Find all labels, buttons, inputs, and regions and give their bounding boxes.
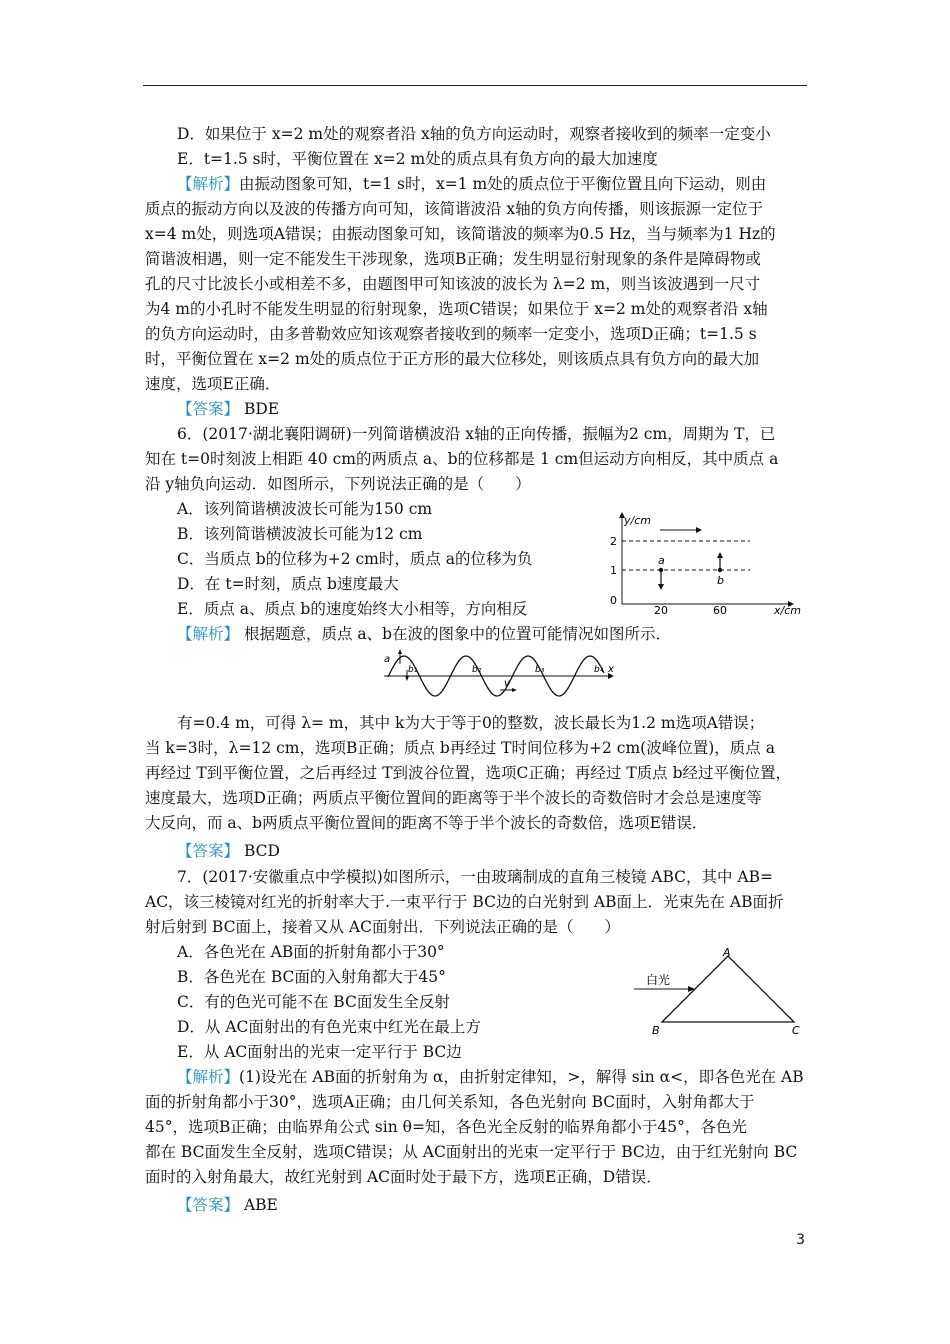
prism-figure bbox=[632, 948, 812, 1040]
line-text: 由振动图象可知，t=1 s时，x=1 m处的质点位于平衡位置且向下运动，则由 bbox=[239, 175, 767, 193]
line-text: D．如果位于 x=2 m处的观察者沿 x轴的负方向运动时，观察者接收到的频率一定变小 bbox=[177, 125, 771, 143]
line-text: 7．(2017·安徽重点中学模拟)如图所示，一由玻璃制成的直角三棱镜 ABC，其中 AB= bbox=[177, 868, 773, 886]
line-text: (1)设光在 AB面的折射角为 α，由折射定律知，>，解得 sin α<，即各色光在 AB bbox=[239, 1068, 804, 1086]
section-tag: 【答案】 bbox=[177, 400, 240, 418]
text-line bbox=[177, 598, 527, 620]
line-text: 孔的尺寸比波长小或相差不多，由题图甲可知该波的波长为 λ=2 m，则当该波遇到一尺寸 bbox=[145, 275, 761, 293]
line-text: C．有的色光可能不在 BC面发生全反射 bbox=[177, 993, 450, 1011]
section-tag: 【答案】 bbox=[177, 842, 240, 860]
line-text: A．该列简谐横波波长可能为150 cm bbox=[177, 500, 433, 518]
line-text: 速度，选项E正确． bbox=[145, 375, 281, 393]
line-text: D．从 AC面射出的有色光束中红光在最上方 bbox=[177, 1018, 481, 1036]
text-line bbox=[177, 712, 764, 734]
line-text: B．各色光在 BC面的入射角都大于45° bbox=[177, 968, 446, 986]
text-line bbox=[177, 941, 445, 963]
y-axis-label: y/cm bbox=[624, 514, 651, 527]
line-text: 时，平衡位置在 x=2 m处的质点位于正方形的最大位移处，则该质点具有负方向的最大加 bbox=[145, 350, 760, 368]
vertex-A: A bbox=[723, 946, 731, 959]
line-text: 速度最大，选项D正确；两质点平衡位置间的距离等于半个波长的奇数倍时才会总是速度等 bbox=[145, 789, 762, 807]
text-line bbox=[145, 916, 620, 938]
section-tag: 【解析】 bbox=[177, 625, 240, 643]
line-text: 6．(2017·湖北襄阳调研)一列简谐横波沿 x轴的正向传播，振幅为2 cm，周期为 T，已 bbox=[177, 425, 776, 443]
text-line bbox=[177, 1041, 462, 1063]
text-line bbox=[177, 523, 422, 545]
line-text: E．t=1.5 s时，平衡位置在 x=2 m处的质点具有负方向的最大加速度 bbox=[177, 150, 658, 168]
text-line bbox=[145, 248, 761, 270]
line-text: 根据题意，质点 a、b在波的图象中的位置可能情况如图所示． bbox=[239, 625, 672, 643]
text-line bbox=[145, 1166, 662, 1188]
line-text: 45°，选项B正确；由临界角公式 sin θ=知，各色光全反射的临界角都小于45°，各色光 bbox=[145, 1118, 747, 1136]
text-line bbox=[177, 1016, 481, 1038]
text-line bbox=[145, 1116, 747, 1138]
white-light-label: 白光 bbox=[646, 973, 671, 987]
y-tick-1: 1 bbox=[610, 564, 617, 577]
text-line bbox=[145, 323, 757, 345]
text-line bbox=[177, 866, 773, 888]
line-text: 为4 m的小孔时不能发生明显的衍射现象，选项C错误；如果位于 x=2 m处的观察者沿 x轴 bbox=[145, 300, 768, 318]
line-text: 简谐波相遇，则一定不能发生干涉现象，选项B正确；发生明显衍射现象的条件是障碍物或 bbox=[145, 250, 761, 268]
text-line bbox=[177, 966, 446, 988]
text-line bbox=[145, 348, 759, 370]
wave-diagram-svg bbox=[380, 648, 616, 706]
wave-label-a: a bbox=[384, 654, 391, 665]
text-line bbox=[177, 1194, 278, 1216]
text-line bbox=[177, 840, 280, 862]
text-line bbox=[177, 548, 533, 570]
text-line bbox=[145, 787, 762, 809]
point-a-label: a bbox=[658, 554, 665, 567]
section-tag: 【解析】 bbox=[177, 175, 240, 193]
text-line bbox=[145, 198, 763, 220]
x-tick-60: 60 bbox=[713, 604, 727, 617]
x-tick-20: 20 bbox=[654, 604, 668, 617]
line-text: E．质点 a、质点 b的速度始终大小相等，方向相反 bbox=[177, 600, 528, 618]
text-line bbox=[177, 123, 771, 145]
line-text: 面时的入射角最大，故红光射到 AC面时处于最下方，选项E正确，D错误． bbox=[145, 1168, 662, 1186]
text-line bbox=[177, 573, 399, 595]
text-line bbox=[177, 423, 775, 445]
line-text: 大反向，而 a、b两质点平衡位置间的距离不等于半个波长的奇数倍，选项E错误． bbox=[145, 814, 708, 832]
line-text: D．在 t=时刻，质点 b速度最大 bbox=[177, 575, 399, 593]
text-line bbox=[145, 762, 791, 784]
line-text: 沿 y轴负向运动．如图所示，下列说法正确的是（ ） bbox=[145, 475, 531, 493]
text-line bbox=[145, 1091, 755, 1113]
text-line bbox=[145, 448, 778, 470]
wave-label-x: x bbox=[608, 664, 614, 675]
text-line bbox=[145, 891, 783, 913]
text-line bbox=[177, 498, 432, 520]
point-b bbox=[718, 568, 722, 572]
vertex-B: B bbox=[652, 1024, 660, 1037]
section-tag: 【答案】 bbox=[177, 1196, 240, 1214]
text-line bbox=[145, 223, 776, 245]
y-tick-2: 2 bbox=[610, 535, 617, 548]
line-text: C．当质点 b的位移为+2 cm时，质点 a的位移为负 bbox=[177, 550, 533, 568]
page-number: 3 bbox=[796, 1232, 805, 1248]
text-line bbox=[145, 737, 775, 759]
line-text: 知在 t=0时刻波上相距 40 cm的两质点 a、b的位移都是 1 cm但运动方向相反，其中质点 a bbox=[145, 450, 779, 468]
wave-label-b4: b₄ bbox=[594, 665, 604, 675]
line-text: A．各色光在 AB面的折射角都小于30° bbox=[177, 943, 445, 961]
wave-label-b2: b₂ bbox=[472, 665, 482, 675]
vertex-C: C bbox=[792, 1024, 800, 1037]
line-text: 射后射到 BC面上，接着又从 AC面射出．下列说法正确的是（ ） bbox=[145, 918, 620, 936]
text-line bbox=[145, 298, 768, 320]
wave-label-b3: b₃ bbox=[535, 665, 545, 675]
line-text: B．该列简谐横波波长可能为12 cm bbox=[177, 525, 423, 543]
text-line bbox=[177, 398, 279, 420]
header-rule bbox=[143, 85, 807, 86]
text-line bbox=[177, 1066, 804, 1088]
line-text: ABE bbox=[239, 1196, 278, 1214]
prism-svg bbox=[632, 948, 812, 1036]
text-line bbox=[177, 623, 671, 645]
wave-label-b1: b₁ bbox=[408, 665, 418, 675]
line-text: 质点的振动方向以及波的传播方向可知，该简谐波沿 x轴的负方向传播，则该振源一定位于 bbox=[145, 200, 764, 218]
text-line bbox=[177, 991, 450, 1013]
line-text: AC，该三棱镜对红光的折射率大于.一束平行于 BC边的白光射到 AB面上．光束先在 AB面折 bbox=[145, 893, 784, 911]
line-text: x=4 m处，则选项A错误；由振动图象可知，该简谐波的频率为0.5 Hz，当与频率为1 Hz的 bbox=[145, 225, 776, 243]
line-text: 再经过 T到平衡位置，之后再经过 T到波谷位置，选项C正确；再经过 T质点 b经过平衡位置， bbox=[145, 764, 792, 782]
wave-diagram-figure bbox=[380, 648, 616, 710]
line-text: BDE bbox=[239, 400, 280, 418]
point-a bbox=[659, 568, 663, 572]
text-line bbox=[177, 173, 766, 195]
text-line bbox=[177, 148, 658, 170]
section-tag: 【解析】 bbox=[177, 1068, 240, 1086]
y-tick-0: 0 bbox=[610, 594, 617, 607]
line-text: 当 k=3时，λ=12 cm，选项B正确；质点 b再经过 T时间位移为+2 cm(波峰位置)，质点 a bbox=[145, 739, 775, 757]
q6-graph-svg bbox=[600, 512, 801, 617]
text-line bbox=[145, 273, 760, 295]
x-axis-label: x/cm bbox=[774, 604, 801, 617]
line-text: 面的折射角都小于30°，选项A正确；由几何关系知，各色光射向 BC面时，入射角都大于 bbox=[145, 1093, 755, 1111]
text-line bbox=[145, 1141, 797, 1163]
line-text: 都在 BC面发生全反射，选项C错误；从 AC面射出的光束一定平行于 BC边，由于红光射向 BC bbox=[145, 1143, 798, 1161]
text-line bbox=[145, 812, 707, 834]
line-text: 有=0.4 m，可得 λ= m，其中 k为大于等于0的整数，波长最长为1.2 m选项A错误； bbox=[177, 714, 765, 732]
text-line bbox=[145, 473, 531, 495]
line-text: BCD bbox=[239, 842, 280, 860]
line-text: 的负方向运动时，由多普勒效应知该观察者接收到的频率一定变小，选项D正确；t=1.5 s bbox=[145, 325, 757, 343]
wave-label-v: v bbox=[504, 678, 510, 689]
line-text: E．从 AC面射出的光束一定平行于 BC边 bbox=[177, 1043, 462, 1061]
point-b-label: b bbox=[717, 574, 724, 587]
q6-graph-figure bbox=[600, 512, 801, 620]
text-line bbox=[145, 373, 280, 395]
